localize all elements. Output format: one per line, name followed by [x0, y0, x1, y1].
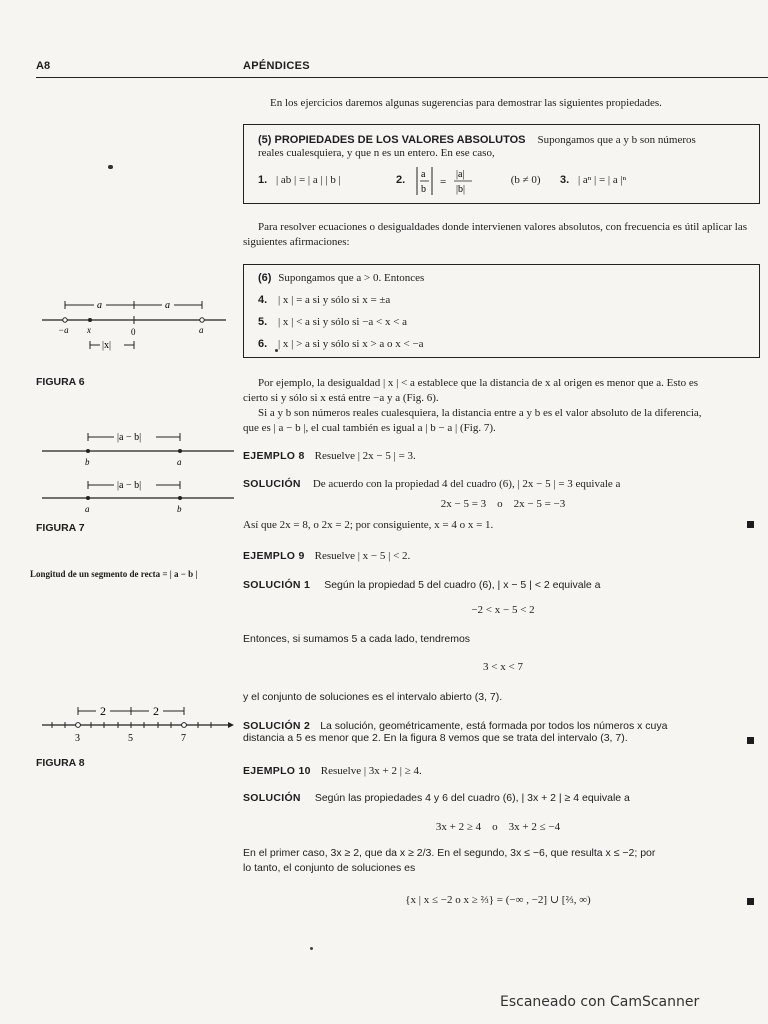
ejemplo8-sol-text: De acuerdo con la propiedad 4 del cuadro (6), | 2x − 5 | = 3 equivale a: [312, 478, 621, 490]
ejemplo10-sol-text: Según las propiedades 4 y 6 del cuadro (6), | 3x + 2 | ≥ 4 equivale a: [314, 792, 630, 804]
camscanner-watermark: Escaneado con CamScanner: [500, 994, 700, 1010]
ejemplo9-sol1-text: Según la propiedad 5 del cuadro (6), | x − 5 | < 2 equivale a: [324, 579, 601, 591]
box6-item-4-num: 4.: [258, 294, 268, 306]
fig6-label-0: 0: [131, 327, 136, 337]
ejemplo9-sol2-line2: distancia a 5 es menor que 2. En la figura 8 vemos que se trata del intervalo (3, 7).: [243, 732, 628, 744]
ejemplo8-solution: [243, 474, 620, 492]
fig6-seg-a-left: a: [97, 300, 102, 311]
box5-text-line2: reales cualesquiera, y que n es un entero. En ese caso,: [258, 147, 495, 159]
ejemplo9-sol2-line1: La solución, geométricamente, está formada por todos los números x cuya: [320, 720, 668, 732]
ejemplo9-sol1-label: SOLUCIÓN 1: [243, 579, 311, 591]
box5-p3-num: 3.: [560, 174, 570, 186]
box5-p2-cond: (b ≠ 0): [510, 174, 541, 186]
box6-item-4: [258, 293, 390, 308]
box5-p2-formula: [414, 165, 504, 197]
para-resolver-text: Para resolver ecuaciones o desigualdades donde intervienen valores absolutos, con frecuencia es útil aplicar las siguientes afirmaciones:: [243, 221, 748, 248]
ejemplo9-then: Entonces, si sumamos 5 a cada lado, tendremos: [243, 633, 471, 645]
box5-p1: | ab | = | a | | b |: [275, 174, 341, 186]
por-ejemplo-paragraph: [243, 376, 763, 436]
fig6-label-a: a: [199, 325, 204, 335]
ejemplo10-statement: Resuelve | 3x + 2 | ≥ 4.: [320, 765, 422, 777]
ejemplo9-eq1: −2 < x − 5 < 2: [471, 604, 535, 616]
box6-item-4-text: | x | = a si y sólo si x = ±a: [277, 294, 391, 306]
ejemplo9-eq2: 3 < x < 7: [483, 661, 523, 673]
ejemplo10-label: EJEMPLO 10: [243, 765, 311, 777]
box5-p2-equals: =: [439, 176, 447, 188]
por-ejemplo-line1: Por ejemplo, la desigualdad | x | < a establece que la distancia de x al origen es menor que a. Esto es: [258, 377, 699, 389]
figura8-diagram: [38, 700, 238, 748]
por-ejemplo-line4: que es | a − b |, el cual también es igual a | b − a | (Fig. 7).: [243, 422, 496, 434]
fig6-point-neg-a: [63, 318, 67, 322]
box6-title: Supongamos que a > 0. Entonces: [278, 272, 425, 284]
ejemplo10-header: [243, 761, 422, 779]
fig8-arrow-head: [228, 722, 234, 728]
ejemplo9-qed-mark: [747, 737, 754, 744]
box6-item-6-num: 6.: [258, 338, 268, 350]
fig8-label-3: 3: [75, 733, 80, 744]
box6-item-5-num: 5.: [258, 316, 268, 328]
section-title: APÉNDICES: [243, 60, 310, 72]
ejemplo10-conclusion-line1: En el primer caso, 3x ≥ 2, que da x ≥ 2/3. En el segundo, 3x ≤ −6, que resulta x ≤ −2; por: [243, 847, 656, 859]
ejemplo10-conclusion-line2: lo tanto, el conjunto de soluciones es: [243, 862, 416, 874]
ejemplo8-equation: 2x − 5 = 3 o 2x − 5 = −3: [440, 498, 566, 510]
ejemplo8-statement: Resuelve | 2x − 5 | = 3.: [314, 450, 416, 462]
box6-item-6: [258, 337, 424, 352]
ejemplo9-label: EJEMPLO 9: [243, 550, 305, 562]
page-number: A8: [36, 60, 51, 72]
ejemplo9-conclusion: y el conjunto de soluciones es el intervalo abierto (3, 7).: [243, 691, 503, 703]
ejemplo8-label: EJEMPLO 8: [243, 450, 305, 462]
fig6-seg-a-right: a: [165, 300, 170, 311]
figura7-diagram: [38, 428, 238, 518]
box-properties-6: [243, 264, 760, 358]
figura7-label: FIGURA 7: [36, 522, 85, 534]
fig7-seg-bottom: |a − b|: [117, 480, 142, 491]
fig7-line2-point-b: [178, 496, 182, 500]
fig6-point-a: [200, 318, 204, 322]
ejemplo10-equation: 3x + 2 ≥ 4 o 3x + 2 ≤ −4: [435, 821, 561, 833]
scan-speck: [275, 349, 278, 352]
fig8-seg-right: 2: [153, 704, 159, 718]
fig7-line1-point-a: [178, 449, 182, 453]
ejemplo8-sol-label: SOLUCIÓN: [243, 478, 301, 490]
fig7-line1-point-b: [86, 449, 90, 453]
fig6-point-x: [88, 318, 92, 322]
figura8-label: FIGURA 8: [36, 757, 85, 769]
box6-item-6-text: | x | > a si y sólo si x > a o x < −a: [277, 338, 424, 350]
fig7-line1-label-b: b: [85, 457, 90, 467]
box-properties-5: [243, 124, 760, 204]
fig6-label-x: x: [87, 325, 91, 335]
fig8-point-7: [182, 723, 187, 728]
figura6-label: FIGURA 6: [36, 376, 85, 388]
fig8-seg-left: 2: [100, 704, 106, 718]
ejemplo8-conclusion: Así que 2x = 8, o 2x = 2; por consiguiente, x = 4 o x = 1.: [243, 519, 494, 531]
ejemplo10-solution-set: {x | x ≤ −2 o x ≥ ⅔} = (−∞ , −2] ∪ [⅔, ∞): [405, 894, 591, 906]
box6-title-num: (6): [258, 272, 272, 284]
fig8-label-7: 7: [181, 733, 186, 744]
box5-title: (5) PROPIEDADES DE LOS VALORES ABSOLUTOS: [258, 134, 526, 146]
box5-p2-den-b: b: [420, 184, 426, 195]
ejemplo8-qed-mark: [747, 521, 754, 528]
figura6-diagram: [38, 295, 228, 355]
fig7-line2-point-a: [86, 496, 90, 500]
fig7-line2-label-b: b: [177, 504, 182, 514]
ejemplo9-solution1: [243, 575, 601, 593]
ejemplo8-header: [243, 446, 416, 464]
ejemplo9-sol2-label: SOLUCIÓN 2: [243, 720, 311, 732]
figura7-caption: Longitud de un segmento de recta = | a − b |: [30, 569, 198, 579]
box5-p3: | aⁿ | = | a |ⁿ: [577, 174, 627, 186]
ejemplo10-qed-mark: [747, 898, 754, 905]
fig7-line2-label-a: a: [85, 504, 90, 514]
box5-p2-num-abs-a: |a|: [455, 169, 465, 180]
box5-p2-num: 2.: [396, 174, 406, 186]
fig6-label-neg-a: −a: [58, 325, 69, 335]
fig8-point-3: [76, 723, 81, 728]
fig6-seg-abs-x: |x|: [102, 340, 112, 351]
ejemplo10-sol-label: SOLUCIÓN: [243, 792, 301, 804]
por-ejemplo-line3: Si a y b son números reales cualesquiera, la distancia entre a y b es el valor absoluto de la diferencia,: [258, 407, 702, 419]
page-header: [36, 58, 768, 78]
por-ejemplo-line2: cierto si y sólo si x está entre −a y a (Fig. 6).: [243, 392, 439, 404]
intro-text: En los ejercicios daremos algunas sugerencias para demostrar las siguientes propiedades.: [270, 97, 662, 109]
ejemplo9-statement: Resuelve | x − 5 | < 2.: [314, 550, 411, 562]
scan-speck: [108, 165, 113, 169]
box5-text-line1: Supongamos que a y b son números: [537, 134, 696, 146]
box5-p2-den-abs-b: |b|: [455, 184, 465, 195]
fig7-line1-label-a: a: [177, 457, 182, 467]
fig7-seg-top: |a − b|: [117, 432, 142, 443]
box6-item-5: [258, 315, 407, 330]
ejemplo9-header: [243, 546, 410, 564]
fig8-label-5: 5: [128, 733, 133, 744]
box6-item-5-text: | x | < a si y sólo si −a < x < a: [277, 316, 408, 328]
scan-speck: [310, 947, 313, 950]
box5-p2-num-a: a: [420, 169, 426, 180]
box5-p1-num: 1.: [258, 174, 268, 186]
ejemplo10-solution: [243, 788, 630, 806]
